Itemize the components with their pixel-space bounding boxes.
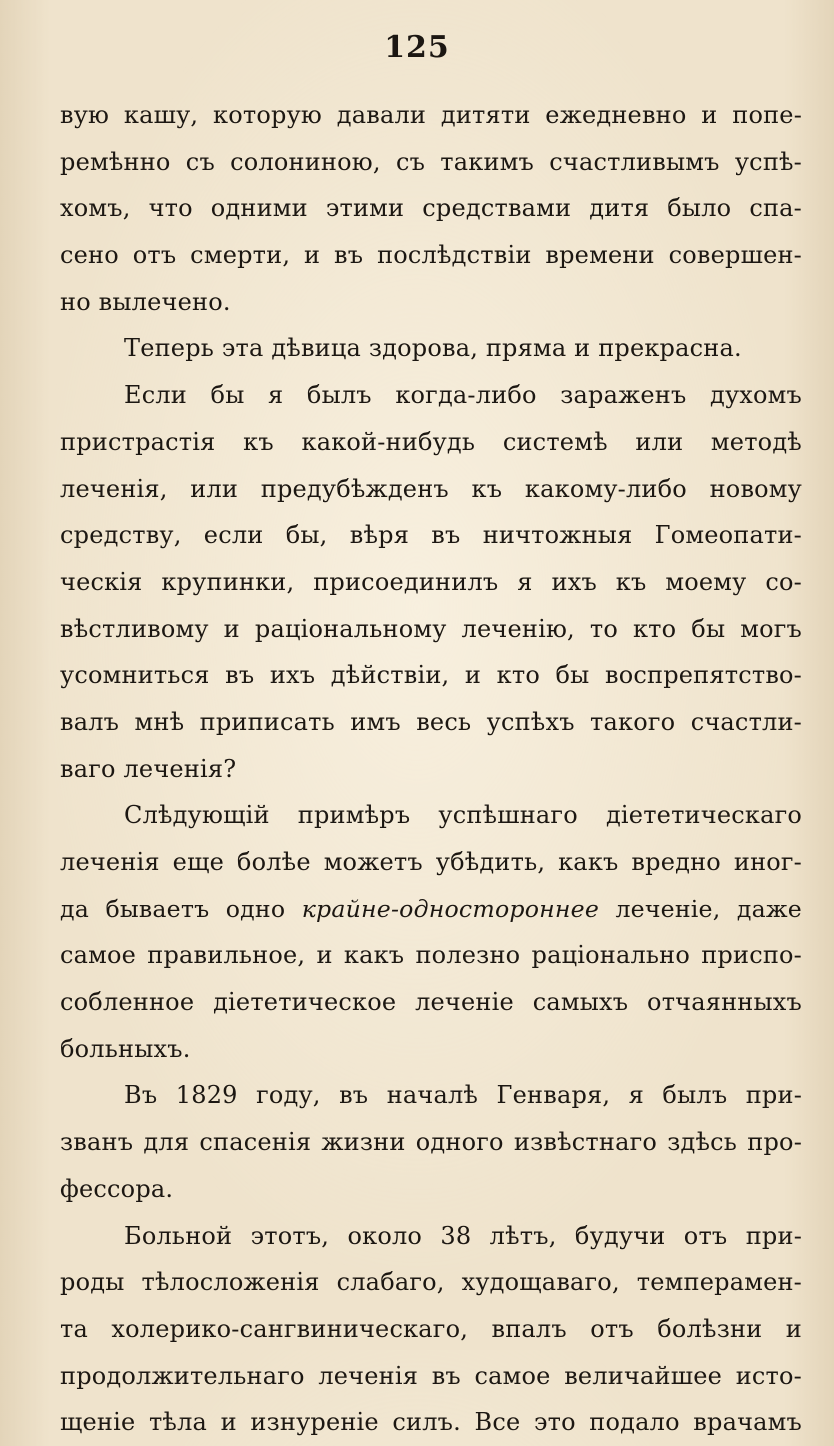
text-line: средству, если бы, вѣря въ ничтожныя Гомеопати- [60,521,802,550]
italic-emphasis: крайне-одностороннее [301,894,600,923]
body-text [60,92,802,1446]
text-line: ремѣнно съ солониною, съ такимъ счастливымъ успѣ- [60,147,802,176]
page-number: 125 [384,30,450,65]
text-line: вую кашу, которую давали дитяти ежедневно и попе- [60,101,802,129]
paragraph-end-line: но вылечено. [60,287,231,316]
text-line: вѣстливому и раціональному леченію, то кто бы могъ [60,614,802,643]
text-line: щеніе тѣла и изнуреніе силъ. Все это подало врачамъ [60,1408,802,1437]
paragraph-end-line: больныхъ. [60,1034,191,1063]
paragraph-start-line: Если бы я былъ когда-либо зараженъ духомъ [124,381,802,410]
text-line: пристрастія къ какой-нибудь системѣ или методѣ [60,427,802,456]
paragraph-end-line: фессора. [60,1174,174,1203]
text-line: валъ мнѣ приписать имъ весь успѣхъ такого счастли- [60,707,802,736]
paragraph-end-line: ваго леченія? [60,754,237,783]
text-line: хомъ, что одними этими средствами дитя было спа- [60,194,802,223]
text-line: леченія еще болѣе можетъ убѣдить, какъ вредно иног- [60,848,802,876]
text-line: собленное діететическое леченіе самыхъ отчаянныхъ [60,988,802,1017]
paragraph-line: Теперь эта дѣвица здорова, пряма и прекрасна. [124,334,742,363]
paragraph-start-line: Въ 1829 году, въ началѣ Генваря, я былъ при- [124,1081,802,1110]
paragraph-start-line: Слѣдующій примѣръ успѣшнаго діететическаго [124,801,802,830]
text-segment: да бываетъ одно [60,894,302,923]
text-line: званъ для спасенія жизни одного извѣстнаго здѣсь про- [60,1128,802,1157]
paragraph-start-line: Больной этотъ, около 38 лѣтъ, будучи отъ при- [124,1221,802,1250]
text-line-with-emphasis [60,886,802,933]
text-line: та холерико-сангвиническаго, впалъ отъ болѣзни и [60,1314,802,1343]
text-line: ческія крупинки, присоединилъ я ихъ къ моему со- [60,567,802,596]
text-segment: леченіе, даже [599,894,802,923]
text-line: самое правильное, и какъ полезно раціонально приспо- [60,941,802,970]
text-line: роды тѣлосложенія слабаго, худощаваго, темперамен- [60,1268,802,1297]
text-line: усомниться въ ихъ дѣйствіи, и кто бы воспрепятство- [60,661,802,690]
text-line: сено отъ смерти, и въ послѣдствіи времени совершен- [60,241,802,270]
text-line: продолжительнаго леченія въ самое величайшее исто- [60,1361,802,1390]
text-line: леченія, или предубѣжденъ къ какому-либо новому [60,474,802,503]
